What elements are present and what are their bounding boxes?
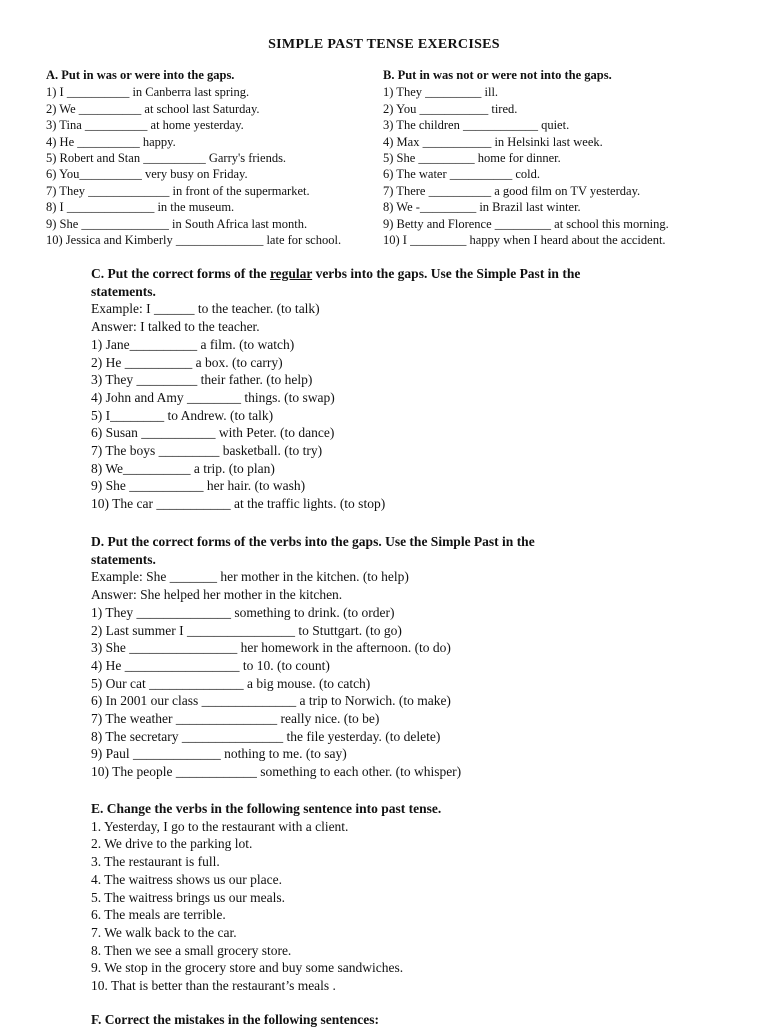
exercise-item: 3) They _________ their father. (to help) (91, 372, 313, 388)
exercise-item: 7) There __________ a good film on TV yesterday. (383, 183, 641, 198)
section-c-heading-underlined: regular (269, 266, 313, 281)
exercise-item: 4) He __________ happy. (46, 134, 176, 149)
example-line: Example: She _______ her mother in the kitchen. (to help) (91, 569, 409, 585)
section-d (91, 533, 535, 781)
exercise-item: 6) The water __________ cold. (383, 167, 541, 182)
exercise-item: 10) Jessica and Kimberly ______________ late for school. (46, 233, 342, 248)
section-e-heading: E. Change the verbs in the following sentence into past tense. (91, 801, 442, 816)
exercise-item: 3) She ________________ her homework in the afternoon. (to do) (91, 640, 451, 656)
exercise-item: 6) In 2001 our class ______________ a trip to Norwich. (to make) (91, 693, 451, 709)
exercise-item: 1) They ______________ something to drink. (to order) (91, 604, 395, 620)
exercise-item: 8. Then we see a small grocery store. (91, 942, 292, 958)
exercise-item: 3. The restaurant is full. (91, 854, 220, 870)
exercise-item: 2) He __________ a box. (to carry) (91, 354, 283, 370)
exercise-item: 9. We stop in the grocery store and buy some sandwiches. (91, 960, 404, 976)
exercise-item: 4) John and Amy ________ things. (to swap) (91, 389, 335, 405)
exercise-item: 2) You ___________ tired. (383, 101, 518, 116)
exercise-item: 1) I __________ in Canberra last spring. (46, 85, 250, 100)
exercise-item: 9) She ___________ her hair. (to wash) (91, 478, 306, 494)
answer-line: Answer: I talked to the teacher. (91, 319, 260, 335)
section-d-heading-line2: statements. (91, 551, 156, 567)
section-f-heading: F. Correct the mistakes in the following sentences: (91, 1012, 379, 1027)
exercise-item: 3) The children ____________ quiet. (383, 118, 570, 133)
exercise-item: 2) We __________ at school last Saturday. (46, 101, 260, 116)
answer-line: Answer: She helped her mother in the kitchen. (91, 587, 343, 603)
exercise-item: 4) Max ___________ in Helsinki last week. (383, 134, 603, 149)
exercise-item: 2) Last summer I ________________ to Stuttgart. (to go) (91, 622, 402, 638)
exercise-item: 4) He _________________ to 10. (to count) (91, 657, 330, 673)
section-c-heading-end: verbs into the gaps. Use the Simple Past in the (312, 266, 581, 281)
section-b-heading: B. Put in was not or were not into the gaps. (383, 68, 612, 82)
exercise-item: 6) Susan ___________ with Peter. (to dance) (91, 425, 335, 441)
exercise-item: 10. That is better than the restaurant’s meals . (91, 978, 336, 994)
exercise-item: 10) I _________ happy when I heard about the accident. (383, 233, 666, 248)
exercise-item: 6) You__________ very busy on Friday. (46, 167, 248, 182)
section-c-heading-line2: statements. (91, 283, 156, 299)
exercise-item: 8) We -_________ in Brazil last winter. (383, 200, 581, 215)
exercise-item: 6. The meals are terrible. (91, 907, 226, 923)
section-c (91, 265, 580, 513)
section-b (383, 67, 669, 248)
exercise-item: 9) Paul _____________ nothing to me. (to say) (91, 746, 347, 762)
exercise-item: 7) The weather _______________ really nice. (to be) (91, 711, 380, 727)
exercise-item: 2. We drive to the parking lot. (91, 836, 253, 852)
exercise-item: 4. The waitress shows us our place. (91, 871, 282, 887)
exercise-item: 5) Our cat ______________ a big mouse. (to catch) (91, 675, 371, 691)
exercise-item: 8) The secretary _______________ the file yesterday. (to delete) (91, 728, 441, 744)
exercise-item: 10) The people ____________ something to each other. (to whisper) (91, 764, 462, 780)
exercise-item: 7) They _____________ in front of the supermarket. (46, 183, 310, 198)
exercise-item: 9) She ______________ in South Africa last month. (46, 216, 308, 231)
section-c-heading (91, 265, 580, 283)
example-line: Example: I ______ to the teacher. (to talk) (91, 301, 320, 317)
exercise-item: 1) Jane__________ a film. (to watch) (91, 336, 295, 352)
exercise-item: 7) The boys _________ basketball. (to try) (91, 443, 323, 459)
section-c-heading-start: C. Put the correct forms of the (91, 266, 270, 281)
exercise-item: 8) I ______________ in the museum. (46, 200, 235, 215)
section-a (46, 67, 341, 248)
exercise-item: 5) She _________ home for dinner. (383, 151, 561, 166)
section-a-heading: A. Put in was or were into the gaps. (46, 68, 235, 82)
exercise-item: 5) Robert and Stan __________ Garry's friends. (46, 151, 287, 166)
page-title: SIMPLE PAST TENSE EXERCISES (268, 37, 500, 52)
section-d-heading: D. Put the correct forms of the verbs into the gaps. Use the Simple Past in the (91, 534, 535, 549)
exercise-item: 1. Yesterday, I go to the restaurant with a client. (91, 818, 349, 834)
exercise-item: 7. We walk back to the car. (91, 924, 237, 940)
exercise-item: 5. The waitress brings us our meals. (91, 889, 285, 905)
exercise-item: 3) Tina __________ at home yesterday. (46, 118, 244, 133)
exercise-item: 1) They _________ ill. (383, 85, 499, 100)
exercise-item: 10) The car ___________ at the traffic lights. (to stop) (91, 496, 386, 512)
exercise-item: 5) I________ to Andrew. (to talk) (91, 407, 274, 423)
exercise-item: 9) Betty and Florence _________ at school this morning. (383, 216, 669, 231)
section-e (91, 800, 441, 995)
exercise-item: 8) We__________ a trip. (to plan) (91, 460, 275, 476)
